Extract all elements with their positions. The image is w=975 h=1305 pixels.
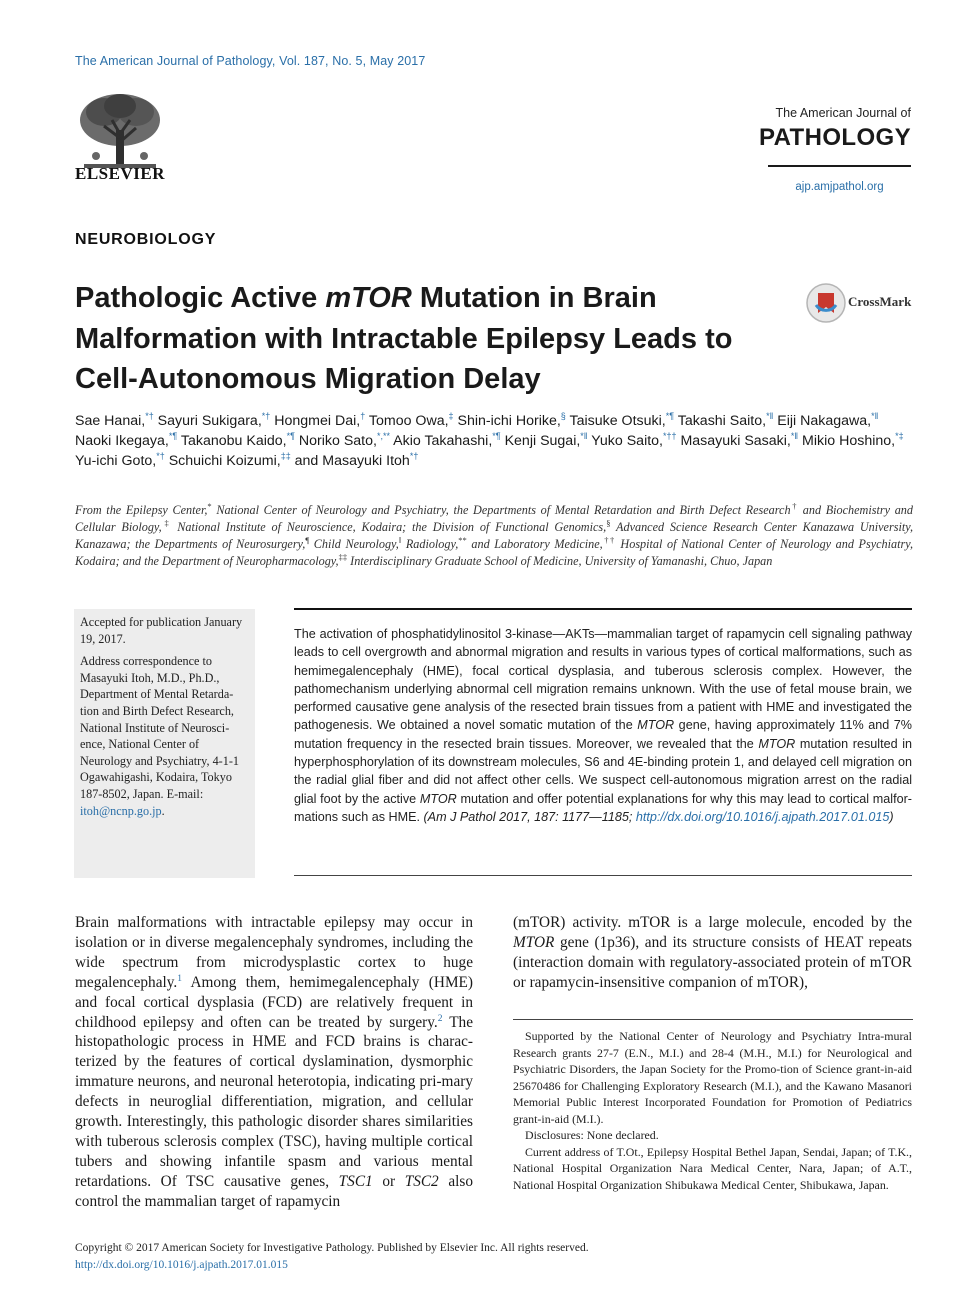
author[interactable] — [570, 413, 675, 429]
author-name: Naoki Ikegaya, — [75, 433, 169, 449]
affiliation-text: Radiology, — [401, 537, 459, 552]
abstract-text-1: The activation of phosphatidylinositol 3-kinase—AKTs—mammalian target of rapamycin cell signaling pathway leads to cell overgrowth and abnormal migration and results in various types of cortical malformations, such as hemimegalencephaly (HME), focal cortical dysplasia, and tuberous sclerosis complex. However, the pathomechanism underlying abnormal cell migration remains unknown. With the use of fetal mouse brain, we performed causative gene analysis of the resected brain tissues from a patient with HME and investigated the pathogenesis. We obtained a novel somatic mutation of the — [294, 627, 912, 733]
author-affiliation-marker[interactable]: *¶ — [168, 431, 178, 441]
footer-doi-link[interactable]: http://dx.doi.org/10.1016/j.ajpath.2017.01.015 — [75, 1259, 288, 1271]
gene-name: TSC1 — [338, 1172, 373, 1190]
author-name: Sae Hanai, — [75, 413, 146, 429]
affiliation-marker: § — [606, 518, 611, 529]
author[interactable] — [591, 433, 676, 449]
author-name: Shin-ichi Horike, — [457, 413, 561, 429]
author[interactable] — [505, 433, 588, 449]
title-part-2: Mutation in Brain Malformation with Intractable Epilepsy Leads to Cell-Autonomous Migration Delay — [75, 282, 733, 395]
disclosures-note: Disclosures: None declared. — [525, 1128, 659, 1142]
affiliation-text: National Institute of Neuroscience, Kodaira; the Division of Functional Genomics, — [171, 520, 607, 535]
body-column-2 — [513, 913, 912, 993]
abstract-doi-link[interactable]: http://dx.doi.org/10.1016/j.ajpath.2017.01.015 — [635, 809, 890, 824]
author[interactable] — [75, 413, 154, 429]
author-affiliation-marker[interactable]: *,** — [376, 431, 390, 441]
author[interactable] — [777, 413, 878, 429]
affiliation-text: Advanced Science Research Center Kanazawa University, Kanazawa; the Departments of Neurosurgery, — [75, 520, 914, 552]
funding-note: Supported by the National Center of Neurology and Psychiatry Intra-mural Research grants 27-7 (E.N., M.I.) and 28-4 (M.H., M.I.) for Neurological and Psychiatric Disorders, the Japan Society for the Promo-tion of Science grant-in-aid 25670486 for Challenging Exploratory Research (M.I.), and the Kawano Masanori Memorial Public Interest Incorporated Foundation for Promotion of Pediatrics grant-in-aid (M.I.). — [513, 1029, 912, 1126]
correspondence-address: Address correspondence to Masayuki Itoh, M.D., Ph.D., Department of Mental Retarda-tion and Birth Defect Research, National Institute of Neurosci-ence, National Center of Neurology and Psychiatry, 4-1-1 Ogawahigashi, Kodaira, Tokyo 187-8502, Japan. E-mail: — [80, 654, 239, 801]
abstract-citation: (Am J Pathol 2017, 187: 1177—1185; — [423, 809, 636, 824]
body-column-1 — [75, 913, 473, 1212]
author[interactable] — [158, 413, 271, 429]
affiliation-text: and Biochemistry and Cellular Biology, — [75, 503, 913, 535]
author[interactable] — [295, 453, 419, 469]
author-affiliation-marker[interactable]: *†† — [663, 431, 677, 441]
accepted-date: Accepted for publication January 19, 2017. — [80, 615, 243, 646]
abstract-text-3: mutation resulted in hyperphosphorylation of its downstream molecules, S6 and 4E-binding protein 1, and delayed cell migration on the radial glial fiber and did not affect other cells. We suspect cell-autonomous migration arrest on the radial glial foot by the active — [294, 736, 913, 806]
section-label: NEUROBIOLOGY — [75, 231, 217, 248]
gene-name: TSC2 — [404, 1172, 439, 1190]
article-title — [75, 278, 775, 400]
journal-name-rule — [768, 165, 911, 167]
correspondence-end: . — [161, 803, 165, 818]
author-name: and Masayuki Itoh — [294, 453, 410, 469]
author-name: Akio Takahashi, — [393, 433, 493, 449]
body-text: Brain malformations with intractable epilepsy may occur in isolation or in diverse megalencephaly syndromes, including the wide spectrum from microdysplastic cortex to huge megalencephaly. — [75, 914, 473, 991]
author[interactable] — [458, 413, 566, 429]
author-name: Takashi Saito, — [677, 413, 767, 429]
author[interactable] — [181, 433, 295, 449]
abstract-gene-2: MTOR — [758, 736, 796, 751]
author-affiliation-marker[interactable]: ‡ — [448, 411, 454, 421]
crossmark-label[interactable]: CrossMark — [848, 294, 912, 309]
affiliation-text: National Center of Neurology and Psychiatry, the Departments of Mental Retardation and Birth Defect Research — [211, 503, 791, 517]
abstract-text-2: gene, having approximately 11% and 7% mutation frequency in the resected brain tissues. Moreover, we revealed that the — [294, 718, 912, 751]
title-gene: mTOR — [325, 282, 412, 314]
footnote-rule — [513, 1019, 913, 1020]
body-text: gene (1p36), and its structure consists of HEAT repeats (interaction domain with regulatory-associated protein of mTOR or rapamycin-insensitive companion of mTOR), — [513, 933, 912, 991]
journal-name-small: The American Journal of — [775, 106, 911, 120]
author-affiliation-marker[interactable]: *† — [145, 411, 154, 421]
elsevier-wordmark: ELSEVIER — [75, 164, 165, 183]
author-affiliation-marker[interactable]: ‡‡ — [280, 451, 291, 461]
affiliation-marker: ‡ — [161, 518, 172, 529]
author-name: Schuichi Koizumi, — [168, 453, 281, 469]
author-affiliation-marker[interactable]: *† — [156, 451, 165, 461]
author[interactable] — [369, 413, 454, 429]
correspondence — [80, 653, 249, 819]
author[interactable] — [802, 433, 904, 449]
author-name: Kenji Sugai, — [504, 433, 581, 449]
abstract-text-4: mutation and offer potential explanations for why this may lead to cortical malfor-mations such as HME. — [294, 791, 912, 824]
author[interactable] — [299, 433, 390, 449]
abstract-gene-1: MTOR — [637, 718, 675, 733]
author[interactable] — [75, 453, 165, 469]
body-text: The histopathologic process in HME and FCD brains is charac-terized by the features of cortical dyslamination, dysmorphic immature neurons, and neuronal heterotopia, indicating pri-mary defects in neuroglial differentiation, migration, and cellular growth. Interestingly, this pathologic disorder shares similarities with tuberous sclerosis complex (TSC), having multiple cortical tubers and showing infantile spasm and various mental retardations. Of TSC causative genes, — [75, 1013, 473, 1190]
affiliation-marker: ¶ — [305, 535, 310, 546]
affiliation-text: Child Neurology, — [309, 537, 399, 552]
abstract-citation-close: ) — [889, 809, 894, 824]
author-name: Eiji Nakagawa, — [777, 413, 872, 429]
author-name: Noriko Sato, — [298, 433, 377, 449]
abstract-top-rule — [294, 608, 912, 610]
affiliation-marker: †† — [602, 535, 616, 546]
abstract — [294, 625, 912, 826]
author[interactable] — [393, 433, 500, 449]
author[interactable] — [169, 453, 291, 469]
current-address-note: Current address of T.Ot., Epilepsy Hospital Bethel Japan, Sendai, Japan; of T.K., National Hospital Organization Nara Medical Center, Nara, Japan; of A.T., National Hospital Organization Shibukawa Medical Center, Shibukawa, Japan. — [513, 1144, 912, 1192]
affiliation-text: Interdisciplinary Graduate School of Medicine, University of Yamanashi, Chuo, Japan — [347, 554, 773, 569]
author-affiliation-marker[interactable]: *‖ — [580, 431, 588, 441]
author-name: Masayuki Sasaki, — [680, 433, 791, 449]
abstract-bottom-rule — [294, 875, 912, 876]
author-name: Hongmei Dai, — [274, 413, 361, 429]
author[interactable] — [274, 413, 365, 429]
author-affiliation-marker[interactable]: *† — [409, 451, 419, 461]
author-affiliation-marker[interactable]: *¶ — [492, 431, 501, 441]
article-info-sidebar — [74, 609, 255, 878]
affiliation-text: and Laboratory Medicine, — [466, 537, 603, 552]
author-name: Sayuri Sukigara, — [157, 413, 262, 429]
reference-link[interactable]: 1 — [177, 973, 182, 984]
affiliation-marker: ‖ — [398, 535, 402, 546]
footnotes — [513, 1028, 912, 1193]
author-name: Tomoo Owa, — [368, 413, 449, 429]
author-name: Yu-ichi Goto, — [75, 453, 157, 469]
author-affiliation-marker[interactable]: *‖ — [871, 411, 879, 421]
affiliation-marker: ‡‡ — [338, 552, 348, 563]
author[interactable] — [75, 433, 177, 449]
journal-name-large: PATHOLOGY — [758, 124, 911, 151]
reference-link[interactable]: 2 — [437, 1013, 443, 1024]
author-affiliation-marker[interactable]: § — [560, 411, 566, 421]
author-affiliation-marker[interactable]: † — [360, 411, 366, 421]
affiliation-text: Hospital of National Center of Neurology and Psychiatry, Kodaira; and the Department of Neuropharmacology, — [75, 537, 914, 569]
copyright-notice: Copyright © 2017 American Society for Investigative Pathology. Published by Elsevier Inc. All rights reserved. — [75, 1242, 589, 1254]
affiliation-marker: ** — [458, 535, 467, 546]
author-affiliation-marker[interactable]: *‡ — [895, 431, 904, 441]
affiliation-marker: * — [207, 501, 212, 511]
author-list — [75, 411, 915, 471]
journal-url-link[interactable]: ajp.amjpathol.org — [795, 181, 884, 193]
author-affiliation-marker[interactable]: *¶ — [665, 411, 675, 421]
author-affiliation-marker[interactable]: *‖ — [766, 411, 774, 421]
author[interactable] — [678, 413, 774, 429]
body-text: (mTOR) activity. mTOR is a large molecule, encoded by the — [513, 914, 912, 931]
correspondence-email-link[interactable]: itoh@ncnp.go.jp — [80, 803, 162, 818]
gene-name: MTOR — [513, 933, 555, 951]
title-part-1: Pathologic Active — [75, 282, 326, 314]
body-text: Among them, hemimegalencephaly (HME) and focal cortical dysplasia (FCD) are relatively frequent in childhood epilepsy and often can be treated by surgery. — [75, 973, 473, 1031]
affiliation-text: From the Epilepsy Center, — [75, 503, 208, 517]
author[interactable] — [680, 433, 798, 449]
author-affiliation-marker[interactable]: *† — [261, 411, 271, 421]
author-name: Yuko Saito, — [591, 433, 663, 449]
author-affiliation-marker[interactable]: *‖ — [790, 431, 799, 441]
author-name: Mikio Hoshino, — [802, 433, 896, 449]
body-text: or — [372, 1172, 405, 1190]
body-text: also control the mammalian target of rapamycin — [75, 1172, 473, 1210]
affiliation-marker: † — [790, 501, 799, 511]
author-name: Taisuke Otsuki, — [569, 413, 666, 429]
author-name: Takanobu Kaido, — [180, 433, 287, 449]
affiliations — [75, 502, 913, 570]
journal-reference[interactable]: The American Journal of Pathology, Vol. 187, No. 5, May 2017 — [75, 54, 426, 68]
author-affiliation-marker[interactable]: *¶ — [286, 431, 295, 441]
abstract-gene-3: MTOR — [419, 791, 457, 806]
